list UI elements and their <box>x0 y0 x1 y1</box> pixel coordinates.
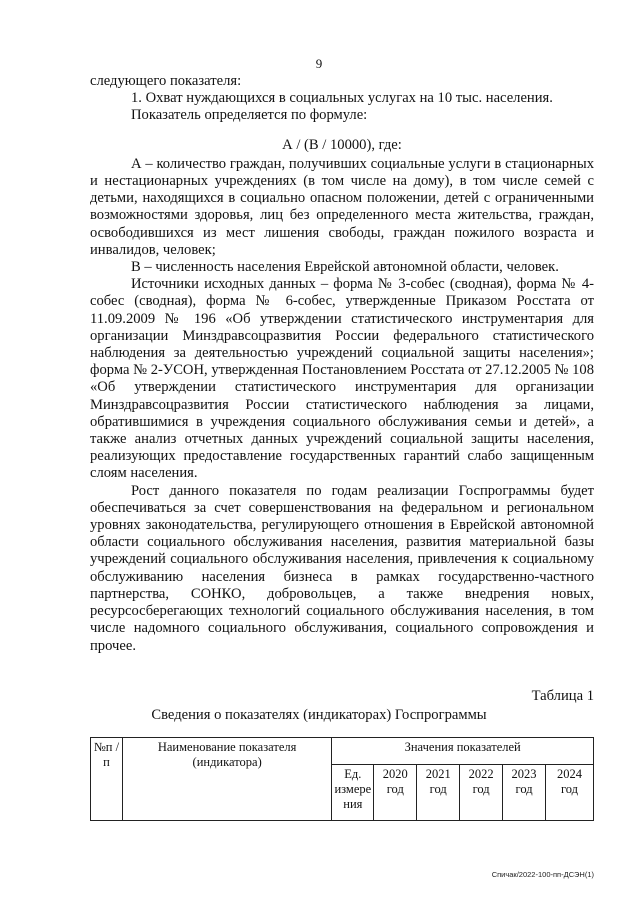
indicators-table <box>90 737 594 821</box>
paragraph-indicator-item: 1. Охват нуждающихся в социальных услугах на 10 тыс. населения. <box>131 90 553 107</box>
document-body <box>90 73 594 655</box>
page-number: 9 <box>315 56 323 71</box>
document-footer-code: Спичак/2022-100-пп-ДСЭН(1) <box>491 870 594 879</box>
header-indicator-name: Наименование показателя (индикатора) <box>122 738 331 821</box>
paragraph-definition-a: А – количество граждан, получивших социальные услуги в стационарных и нестационарных учреждениях (в том числе на дому), в том числе семей с детьми, находящихся в социально опасном положении, детей с ограниченными возможностями здоровья, лиц без определенного места жительства, граждан, освободившихся из мест лишения свободы, граждан пожилого возраста и инвалидов, человек; <box>90 155 594 258</box>
header-year: 2020 год <box>374 765 417 821</box>
formula: А / (В / 10000), где: <box>282 136 402 153</box>
header-year: 2022 год <box>460 765 503 821</box>
header-values: Значения показателей <box>332 738 594 765</box>
header-unit: Ед. измере ния <box>332 765 374 821</box>
header-number: №п /п <box>91 738 123 821</box>
table-title: Сведения о показателях (индикаторах) Госпрограммы <box>151 707 487 723</box>
paragraph-definition-b: В – численность населения Еврейской автономной области, человек. <box>131 259 559 276</box>
paragraph-formula-intro: Показатель определяется по формуле: <box>131 107 368 124</box>
paragraph-intro: следующего показателя: <box>90 73 242 89</box>
header-year: 2024 год <box>546 765 594 821</box>
paragraph-data-sources: Источники исходных данных – форма № 3-собес (сводная), форма № 4-собес (сводная), форма № 6-собес, утвержденные Приказом Росстата от 11.09.2009 № 196 «Об утверждении статистического инструментария для организации Минздравсоцразвития России федерального статистического наблюдения за деятельностью учреждений социальной защиты населения»; форма № 2-УСОН, утвержденная Постановлением Росстата от 27.12.2005 № 108 «Об утверждении статистического инструментария для организации Минздравсоцразвития России статистического наблюдения за лицами, обратившимися в учреждения социального обслуживания семьи и детей», а также анализ отчетных данных учреждений социальной защиты населения, реализующих предоставление государственных гарантий слабо защищенным слоям населения. <box>90 276 594 482</box>
header-year: 2023 год <box>503 765 546 821</box>
table-label: Таблица 1 <box>531 688 594 704</box>
paragraph-growth: Рост данного показателя по годам реализации Госпрограммы будет обеспечиваться за счет совершенствования на федеральном и региональном уровнях законодательства, регулирующего отношения в Еврейской автономной области социального обслуживания населения, развития материальной базы учреждений социального обслуживания населения, привлечения к социальному обслуживанию населения бизнеса в рамках государственно-частного партнерства, СОНКО, добровольцев, а также внедрения новых, ресурсосберегающих технологий социального обслуживания населения, в том числе надомного социального обслуживания, социального сопровождения и прочее. <box>90 482 594 654</box>
table-header-row <box>91 738 594 765</box>
header-year: 2021 год <box>417 765 460 821</box>
